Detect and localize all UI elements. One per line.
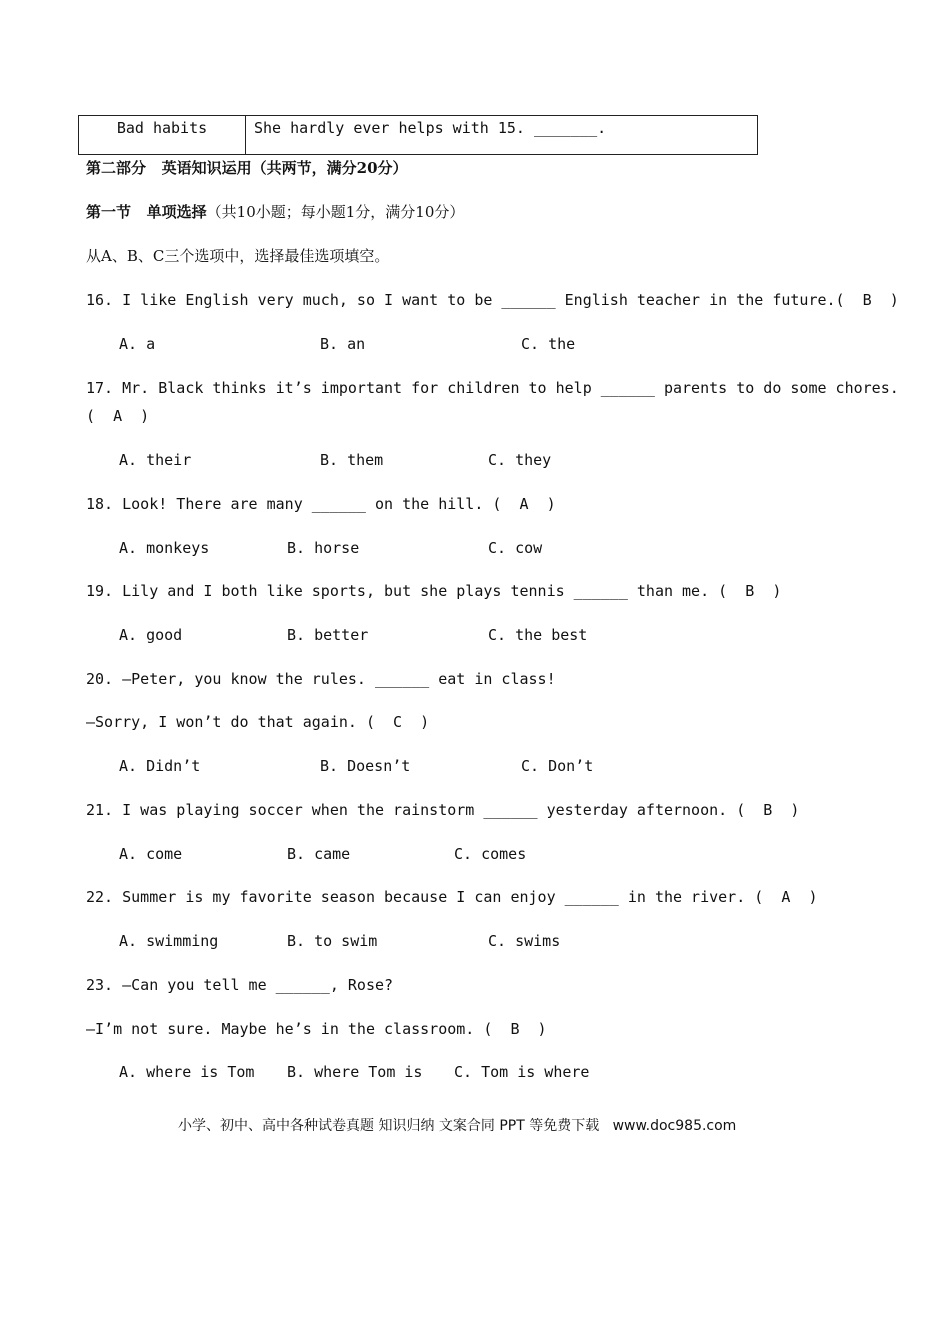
question-stem: 21. I was playing soccer when the rainstorm ______ yesterday afternoon. ( B ) (86, 801, 800, 819)
option-a: A. Didn’t (119, 757, 201, 775)
question-answer: ( A ) (86, 407, 150, 425)
option-a: A. good (119, 626, 183, 644)
instruction: 从A、B、C三个选项中，选择最佳选项填空。 (86, 247, 390, 265)
option-c: C. comes (454, 845, 527, 863)
option-c: C. swims (488, 932, 561, 950)
option-a: A. swimming (119, 932, 219, 950)
option-a: A. a (119, 335, 156, 353)
question-stem: 19. Lily and I both like sports, but she plays tennis ______ than me. ( B ) (86, 582, 782, 600)
habits-table (78, 115, 758, 155)
option-b: B. Doesn’t (320, 757, 411, 775)
option-c: C. Tom is where (454, 1063, 590, 1081)
section-heading (86, 203, 464, 221)
section-title: 第一节 单项选择 (86, 203, 207, 221)
option-b: B. an (320, 335, 366, 353)
question-stem: 18. Look! There are many ______ on the hill. ( A ) (86, 495, 556, 513)
option-c: C. the (521, 335, 576, 353)
option-b: B. better (287, 626, 369, 644)
option-a: A. monkeys (119, 539, 210, 557)
question-stem: 20. —Peter, you know the rules. ______ eat in class! (86, 670, 556, 688)
table-text-cell: She hardly ever helps with 15. _______. (246, 116, 758, 155)
option-a: A. come (119, 845, 183, 863)
option-c: C. the best (488, 626, 588, 644)
option-a: A. where is Tom (119, 1063, 255, 1081)
question-reply: —I’m not sure. Maybe he’s in the classroom. ( B ) (86, 1020, 547, 1038)
question-stem: 23. —Can you tell me ______, Rose? (86, 976, 394, 994)
table-label-cell: Bad habits (79, 116, 246, 155)
option-c: C. cow (488, 539, 543, 557)
section-note: （共10小题；每小题1分，满分10分） (206, 203, 465, 221)
question-reply: —Sorry, I won’t do that again. ( C ) (86, 713, 430, 731)
option-c: C. Don’t (521, 757, 594, 775)
part-heading: 第二部分 英语知识运用（共两节，满分20分） (86, 159, 408, 177)
option-a: A. their (119, 451, 192, 469)
option-b: B. to swim (287, 932, 378, 950)
question-stem: 16. I like English very much, so I want to be ______ English teacher in the future.( B ) (86, 291, 899, 309)
option-b: B. came (287, 845, 351, 863)
question-stem: 17. Mr. Black thinks it’s important for children to help ______ parents to do some chores. (86, 379, 899, 397)
option-c: C. they (488, 451, 552, 469)
option-b: B. them (320, 451, 384, 469)
option-b: B. horse (287, 539, 360, 557)
option-b: B. where Tom is (287, 1063, 423, 1081)
question-stem: 22. Summer is my favorite season because I can enjoy ______ in the river. ( A ) (86, 888, 818, 906)
page-footer: 小学、初中、高中各种试卷真题 知识归纳 文案合同 PPT 等免费下载 www.doc985.com (178, 1118, 737, 1134)
